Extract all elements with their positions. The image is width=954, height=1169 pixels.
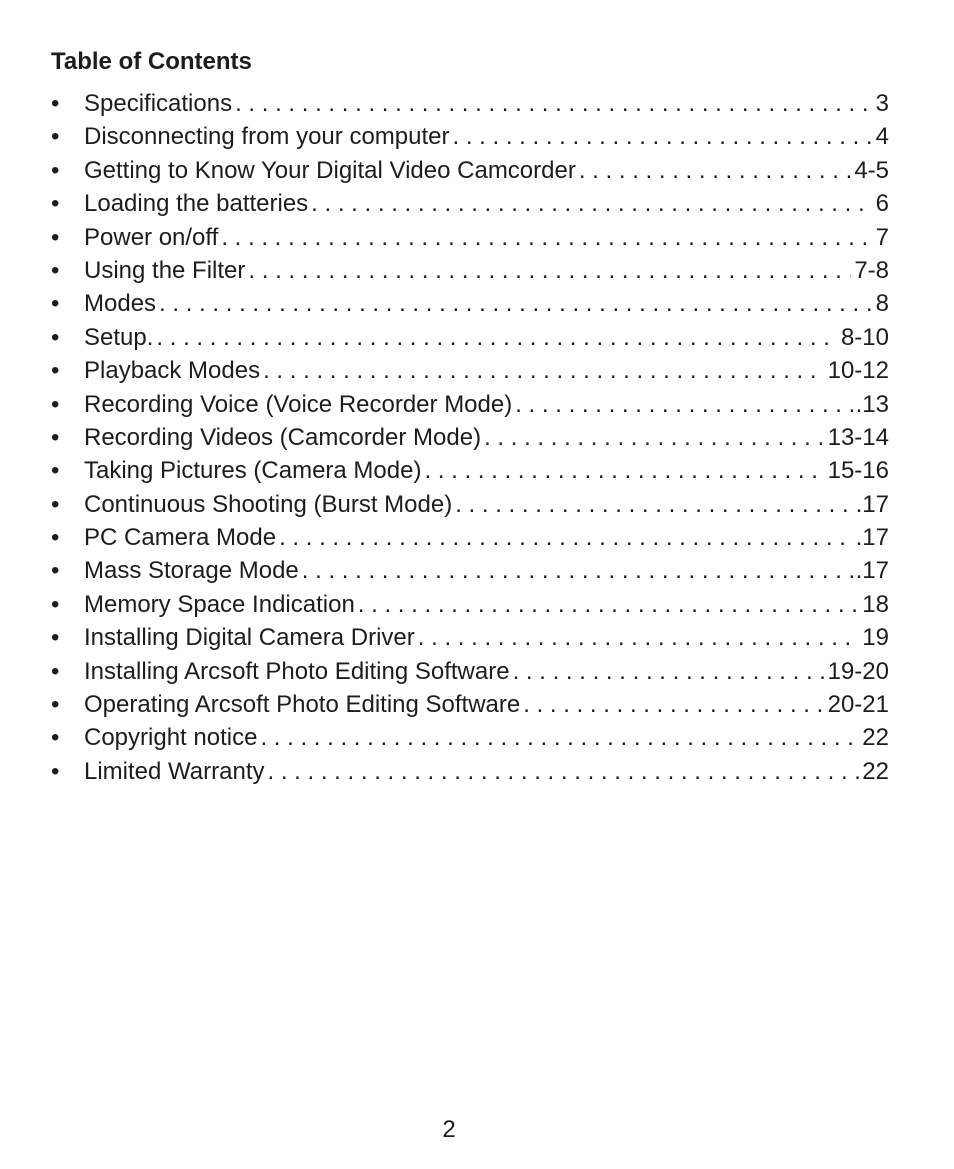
- toc-entry: [51, 621, 889, 654]
- toc-entry-label: Installing Arcsoft Photo Editing Software: [84, 657, 510, 685]
- toc-entry-page: 8: [875, 290, 889, 318]
- toc-entry: [51, 321, 889, 354]
- toc-entry-label: Power on/off: [84, 223, 219, 251]
- dot-leader: [221, 221, 872, 254]
- toc-entry-label: Using the Filter: [84, 256, 246, 284]
- bullet: •: [51, 290, 60, 318]
- toc-entry-label: Limited Warranty: [84, 757, 265, 785]
- toc-entry: [51, 421, 889, 454]
- toc-entry-page: .13: [855, 390, 889, 418]
- toc-entry-page: 7-8: [854, 256, 889, 284]
- bullet: •: [51, 123, 60, 151]
- toc-entry: [51, 154, 889, 187]
- toc-entry: [51, 588, 889, 621]
- toc-entry-page: 4: [875, 123, 889, 151]
- toc-entry-label: Setup.: [84, 323, 154, 351]
- toc-entry: [51, 354, 889, 387]
- dot-leader: [513, 655, 825, 688]
- toc-entry: [51, 187, 889, 220]
- toc-entry: [51, 721, 889, 754]
- toc-entry-page: 13-14: [827, 423, 889, 451]
- toc-entry: [51, 521, 889, 554]
- toc-entry-label: Operating Arcsoft Photo Editing Software: [84, 691, 521, 719]
- toc-entry: [51, 287, 889, 320]
- page-number: 2: [442, 1116, 456, 1143]
- bullet: •: [51, 323, 60, 351]
- toc-entry: [51, 488, 889, 521]
- bullet: •: [51, 757, 60, 785]
- dot-leader: [159, 287, 873, 320]
- dot-leader: [302, 554, 853, 587]
- bullet: •: [51, 557, 60, 585]
- toc-entry: [51, 454, 889, 487]
- dot-leader: [579, 154, 851, 187]
- toc-entry-label: Taking Pictures (Camera Mode): [84, 457, 422, 485]
- toc-entry-page: 20-21: [827, 691, 889, 719]
- toc-entry: [51, 388, 889, 421]
- dot-leader: [156, 321, 838, 354]
- toc-entry: [51, 554, 889, 587]
- dot-leader: [523, 688, 824, 721]
- bullet: •: [51, 657, 60, 685]
- dot-leader: [424, 454, 824, 487]
- toc-entry-label: Copyright notice: [84, 724, 258, 752]
- toc-entry-page: .17: [855, 524, 889, 552]
- toc-entry-page: 22: [862, 724, 889, 752]
- toc-entry-label: Specifications: [84, 90, 233, 117]
- dot-leader: [263, 354, 825, 387]
- dot-leader: [311, 187, 872, 220]
- bullet: •: [51, 357, 60, 385]
- toc-entry-page: 18: [862, 590, 889, 618]
- toc-entry-label: Mass Storage Mode: [84, 557, 299, 585]
- bullet: •: [51, 423, 60, 451]
- toc-entry-label: Modes: [84, 290, 157, 318]
- bullet: •: [51, 90, 60, 117]
- toc-entry-label: Continuous Shooting (Burst Mode): [84, 490, 453, 518]
- toc-entry-page: 19-20: [827, 657, 889, 685]
- toc-entry-label: Memory Space Indication: [84, 590, 355, 618]
- toc-entry-label: Playback Modes: [84, 357, 261, 385]
- toc-entry-page: 15-16: [827, 457, 889, 485]
- toc-list: [51, 87, 889, 788]
- dot-leader: [235, 87, 873, 120]
- toc-entry-page: 3: [875, 90, 889, 117]
- toc-entry: [51, 221, 889, 254]
- toc-entry-label: PC Camera Mode: [84, 524, 277, 552]
- toc-entry-page: .17: [855, 557, 889, 585]
- bullet: •: [51, 524, 60, 552]
- toc-entry-page: 19: [862, 624, 889, 652]
- toc-entry-label: Disconnecting from your computer: [84, 123, 450, 151]
- toc-title: Table of Contents: [51, 48, 252, 75]
- toc-entry-label: Getting to Know Your Digital Video Camcorder: [84, 156, 576, 184]
- dot-leader: [268, 755, 860, 788]
- bullet: •: [51, 256, 60, 284]
- dot-leader: [248, 254, 851, 287]
- dot-leader: [260, 721, 859, 754]
- dot-leader: [279, 521, 853, 554]
- toc-entry-page: 8-10: [840, 323, 889, 351]
- bullet: •: [51, 390, 60, 418]
- toc-entry-label: Installing Digital Camera Driver: [84, 624, 415, 652]
- dot-leader: [515, 388, 852, 421]
- toc-entry-page: .17: [855, 490, 889, 518]
- toc-entry-label: Recording Videos (Camcorder Mode): [84, 423, 482, 451]
- dot-leader: [484, 421, 825, 454]
- bullet: •: [51, 156, 60, 184]
- toc-entry: [51, 120, 889, 153]
- toc-entry-page: 7: [875, 223, 889, 251]
- toc-entry-page: 10-12: [827, 357, 889, 385]
- bullet: •: [51, 190, 60, 218]
- toc-entry-label: Recording Voice (Voice Recorder Mode): [84, 390, 513, 418]
- toc-entry-page: 6: [875, 190, 889, 218]
- bullet: •: [51, 490, 60, 518]
- toc-entry-page: 4-5: [854, 156, 889, 184]
- toc-entry: [51, 254, 889, 287]
- bullet: •: [51, 590, 60, 618]
- toc-entry: [51, 688, 889, 721]
- toc-entry: [51, 755, 889, 788]
- bullet: •: [51, 223, 60, 251]
- bullet: •: [51, 724, 60, 752]
- toc-entry: [51, 87, 889, 120]
- toc-entry: [51, 655, 889, 688]
- toc-entry-label: Loading the batteries: [84, 190, 309, 218]
- bullet: •: [51, 457, 60, 485]
- bullet: •: [51, 624, 60, 652]
- toc-entry-page: 22: [862, 757, 889, 785]
- dot-leader: [455, 488, 852, 521]
- dot-leader: [418, 621, 860, 654]
- bullet: •: [51, 691, 60, 719]
- dot-leader: [358, 588, 860, 621]
- dot-leader: [452, 120, 872, 153]
